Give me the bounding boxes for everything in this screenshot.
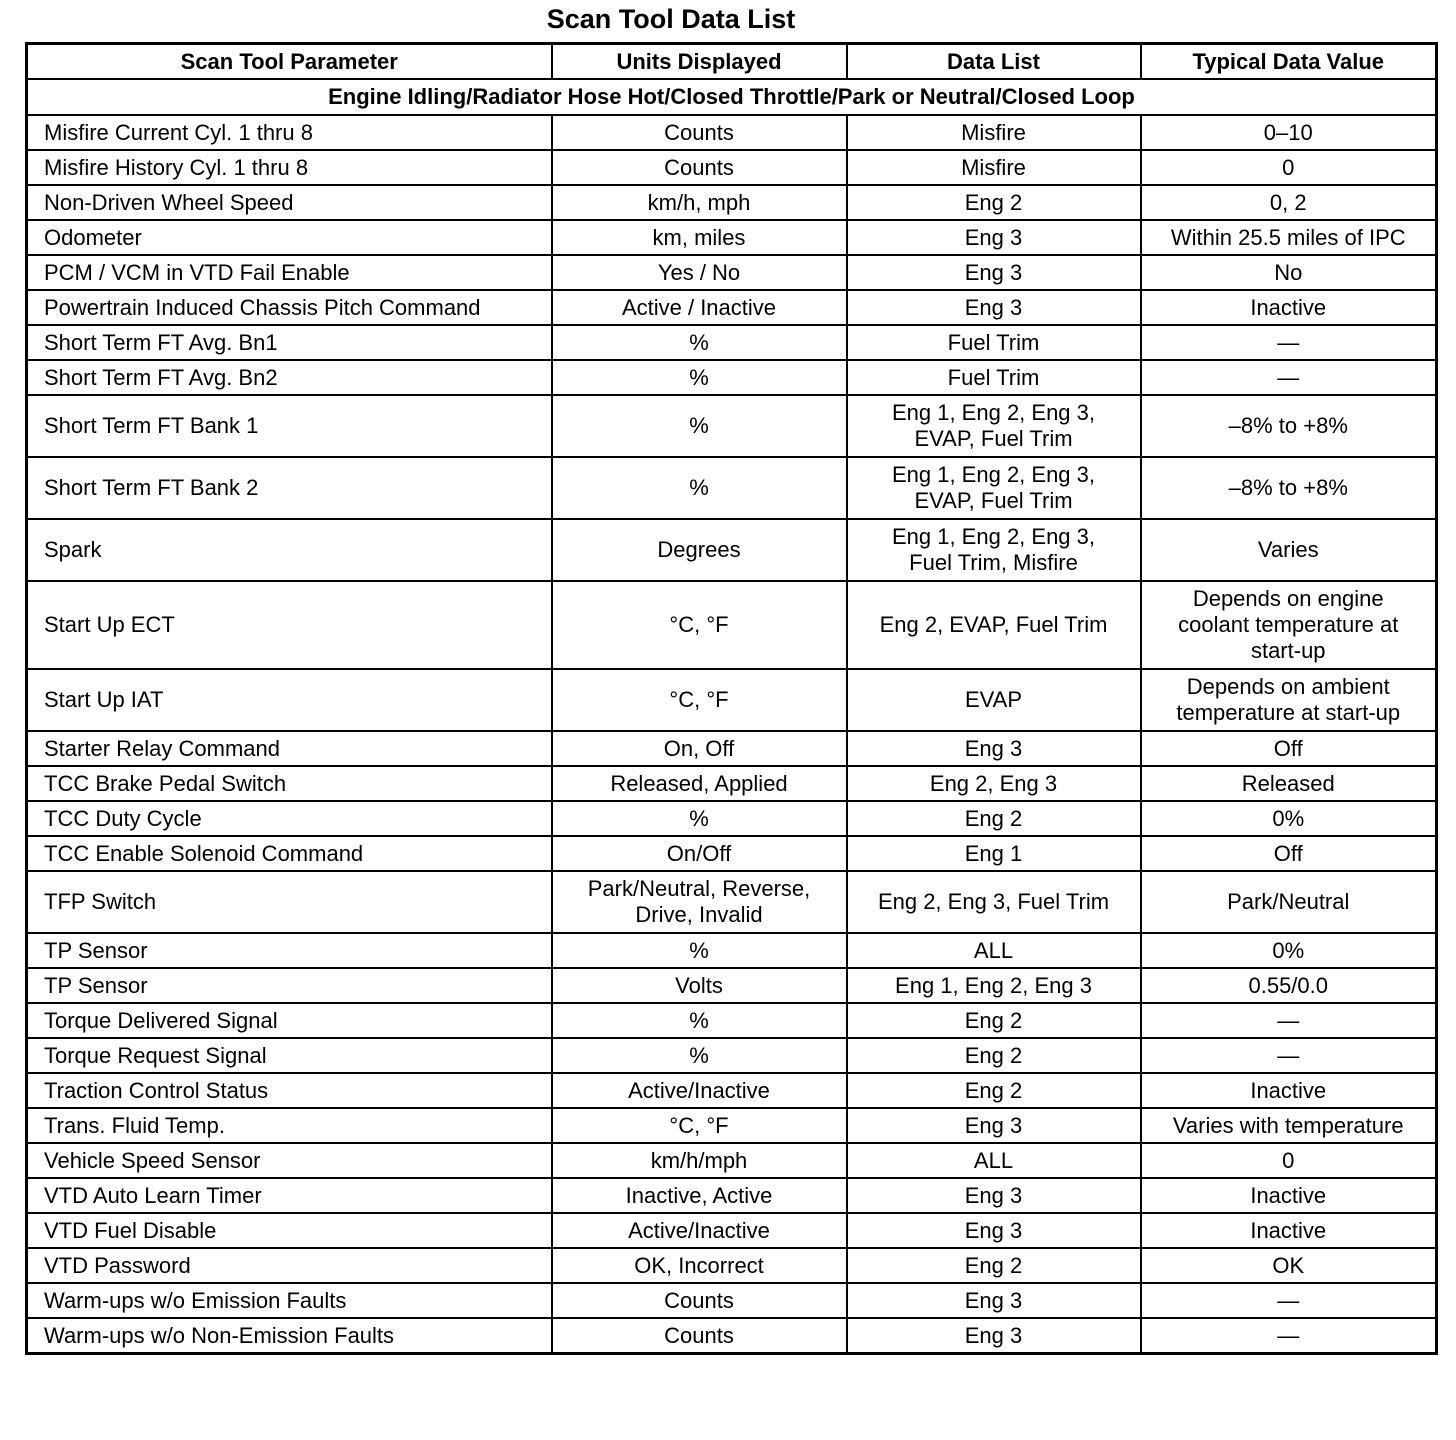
table-row xyxy=(27,1213,1437,1248)
cell-typical-value: — xyxy=(1141,1283,1437,1318)
table-row xyxy=(27,1283,1437,1318)
cell-units: km/h/mph xyxy=(552,1143,847,1178)
cell-units: % xyxy=(552,457,847,519)
cell-parameter: Warm-ups w/o Non-Emission Faults xyxy=(27,1318,552,1354)
cell-parameter: Torque Request Signal xyxy=(27,1038,552,1073)
cell-typical-value: Depends on engine coolant temperature at start-up xyxy=(1141,581,1437,669)
table-row xyxy=(27,1038,1437,1073)
cell-parameter: Vehicle Speed Sensor xyxy=(27,1143,552,1178)
cell-parameter: VTD Fuel Disable xyxy=(27,1213,552,1248)
cell-data-list: Eng 3 xyxy=(847,1318,1141,1354)
cell-units: km, miles xyxy=(552,220,847,255)
cell-units: Active/Inactive xyxy=(552,1073,847,1108)
cell-typical-value: Released xyxy=(1141,766,1437,801)
cell-parameter: VTD Auto Learn Timer xyxy=(27,1178,552,1213)
cell-units: Active/Inactive xyxy=(552,1213,847,1248)
cell-data-list: Eng 2 xyxy=(847,1248,1141,1283)
cell-parameter: Torque Delivered Signal xyxy=(27,1003,552,1038)
cell-data-list: Eng 2 xyxy=(847,801,1141,836)
cell-units: % xyxy=(552,933,847,968)
cell-units: °C, °F xyxy=(552,581,847,669)
cell-parameter: Warm-ups w/o Emission Faults xyxy=(27,1283,552,1318)
cell-parameter: Misfire Current Cyl. 1 thru 8 xyxy=(27,115,552,150)
cell-typical-value: No xyxy=(1141,255,1437,290)
header-scan-tool-parameter: Scan Tool Parameter xyxy=(27,44,552,80)
cell-data-list: Eng 1 xyxy=(847,836,1141,871)
table-row xyxy=(27,871,1437,933)
cell-data-list: EVAP xyxy=(847,669,1141,731)
cell-parameter: Short Term FT Bank 2 xyxy=(27,457,552,519)
cell-data-list: Eng 1, Eng 2, Eng 3, EVAP, Fuel Trim xyxy=(847,395,1141,457)
table-row xyxy=(27,185,1437,220)
table-row xyxy=(27,115,1437,150)
cell-data-list: Misfire xyxy=(847,115,1141,150)
header-typical-data-value: Typical Data Value xyxy=(1141,44,1437,80)
cell-parameter: Non-Driven Wheel Speed xyxy=(27,185,552,220)
cell-data-list: Eng 3 xyxy=(847,255,1141,290)
cell-typical-value: Depends on ambient temperature at start-up xyxy=(1141,669,1437,731)
cell-parameter: Short Term FT Avg. Bn1 xyxy=(27,325,552,360)
cell-typical-value: Park/Neutral xyxy=(1141,871,1437,933)
cell-data-list: Eng 2 xyxy=(847,185,1141,220)
cell-units: Counts xyxy=(552,1283,847,1318)
cell-data-list: Eng 3 xyxy=(847,1108,1141,1143)
cell-typical-value: –8% to +8% xyxy=(1141,457,1437,519)
cell-typical-value: Varies xyxy=(1141,519,1437,581)
cell-typical-value: Inactive xyxy=(1141,1178,1437,1213)
table-row xyxy=(27,1003,1437,1038)
table-row xyxy=(27,1108,1437,1143)
cell-data-list: Eng 1, Eng 2, Eng 3, EVAP, Fuel Trim xyxy=(847,457,1141,519)
cell-typical-value: — xyxy=(1141,325,1437,360)
table-row xyxy=(27,731,1437,766)
table-row xyxy=(27,150,1437,185)
cell-data-list: Eng 2 xyxy=(847,1038,1141,1073)
cell-typical-value: –8% to +8% xyxy=(1141,395,1437,457)
cell-data-list: Eng 3 xyxy=(847,1213,1141,1248)
cell-typical-value: 0 xyxy=(1141,1143,1437,1178)
table-row xyxy=(27,220,1437,255)
cell-data-list: Eng 1, Eng 2, Eng 3, Fuel Trim, Misfire xyxy=(847,519,1141,581)
cell-units: Counts xyxy=(552,150,847,185)
table-row xyxy=(27,290,1437,325)
cell-typical-value: OK xyxy=(1141,1248,1437,1283)
cell-typical-value: — xyxy=(1141,1318,1437,1354)
table-row xyxy=(27,395,1437,457)
cell-data-list: Eng 3 xyxy=(847,290,1141,325)
cell-typical-value: 0% xyxy=(1141,933,1437,968)
cell-parameter: TCC Brake Pedal Switch xyxy=(27,766,552,801)
cell-typical-value: — xyxy=(1141,1038,1437,1073)
table-row xyxy=(27,801,1437,836)
cell-parameter: Powertrain Induced Chassis Pitch Command xyxy=(27,290,552,325)
cell-data-list: Eng 3 xyxy=(847,1178,1141,1213)
table-row xyxy=(27,1248,1437,1283)
cell-parameter: Short Term FT Avg. Bn2 xyxy=(27,360,552,395)
table-row xyxy=(27,519,1437,581)
cell-typical-value: — xyxy=(1141,1003,1437,1038)
cell-typical-value: 0% xyxy=(1141,801,1437,836)
table-row xyxy=(27,581,1437,669)
table-row xyxy=(27,360,1437,395)
cell-data-list: Eng 2 xyxy=(847,1003,1141,1038)
cell-typical-value: — xyxy=(1141,360,1437,395)
cell-parameter: PCM / VCM in VTD Fail Enable xyxy=(27,255,552,290)
cell-typical-value: Varies with temperature xyxy=(1141,1108,1437,1143)
cell-units: °C, °F xyxy=(552,669,847,731)
cell-units: % xyxy=(552,325,847,360)
table-row xyxy=(27,1178,1437,1213)
page-title: Scan Tool Data List xyxy=(546,4,796,34)
cell-typical-value: Inactive xyxy=(1141,1213,1437,1248)
cell-parameter: Odometer xyxy=(27,220,552,255)
cell-units: Volts xyxy=(552,968,847,1003)
cell-units: % xyxy=(552,395,847,457)
cell-data-list: Eng 3 xyxy=(847,731,1141,766)
cell-units: Degrees xyxy=(552,519,847,581)
cell-units: On/Off xyxy=(552,836,847,871)
cell-units: Counts xyxy=(552,115,847,150)
cell-parameter: Traction Control Status xyxy=(27,1073,552,1108)
cell-units: Inactive, Active xyxy=(552,1178,847,1213)
cell-units: °C, °F xyxy=(552,1108,847,1143)
cell-parameter: TCC Enable Solenoid Command xyxy=(27,836,552,871)
table-row xyxy=(27,325,1437,360)
cell-typical-value: Inactive xyxy=(1141,1073,1437,1108)
cell-data-list: Eng 2 xyxy=(847,1073,1141,1108)
cell-units: OK, Incorrect xyxy=(552,1248,847,1283)
cell-units: Active / Inactive xyxy=(552,290,847,325)
cell-units: On, Off xyxy=(552,731,847,766)
cell-data-list: ALL xyxy=(847,933,1141,968)
cell-units: Yes / No xyxy=(552,255,847,290)
cell-units: Released, Applied xyxy=(552,766,847,801)
cell-data-list: Eng 2, Eng 3, Fuel Trim xyxy=(847,871,1141,933)
table-row xyxy=(27,1143,1437,1178)
cell-parameter: TFP Switch xyxy=(27,871,552,933)
cell-typical-value: 0–10 xyxy=(1141,115,1437,150)
table-row xyxy=(27,836,1437,871)
cell-typical-value: Within 25.5 miles of IPC xyxy=(1141,220,1437,255)
cell-units: % xyxy=(552,1003,847,1038)
table-row xyxy=(27,255,1437,290)
table-row xyxy=(27,766,1437,801)
cell-units: Counts xyxy=(552,1318,847,1354)
cell-data-list: Eng 3 xyxy=(847,1283,1141,1318)
cell-typical-value: Inactive xyxy=(1141,290,1437,325)
cell-typical-value: Off xyxy=(1141,836,1437,871)
table-row xyxy=(27,933,1437,968)
cell-data-list: ALL xyxy=(847,1143,1141,1178)
cell-parameter: Trans. Fluid Temp. xyxy=(27,1108,552,1143)
table-row xyxy=(27,968,1437,1003)
cell-parameter: VTD Password xyxy=(27,1248,552,1283)
cell-parameter: TP Sensor xyxy=(27,968,552,1003)
cell-parameter: Misfire History Cyl. 1 thru 8 xyxy=(27,150,552,185)
cell-typical-value: 0 xyxy=(1141,150,1437,185)
cell-units: % xyxy=(552,801,847,836)
scan-tool-data-table xyxy=(25,42,1438,1355)
table-row xyxy=(27,1073,1437,1108)
cell-parameter: Start Up IAT xyxy=(27,669,552,731)
cell-parameter: Short Term FT Bank 1 xyxy=(27,395,552,457)
cell-typical-value: Off xyxy=(1141,731,1437,766)
cell-parameter: Starter Relay Command xyxy=(27,731,552,766)
header-units-displayed: Units Displayed xyxy=(552,44,847,80)
cell-data-list: Eng 2, Eng 3 xyxy=(847,766,1141,801)
cell-units: % xyxy=(552,360,847,395)
cell-parameter: TCC Duty Cycle xyxy=(27,801,552,836)
section-row xyxy=(27,79,1437,115)
cell-units: Park/Neutral, Reverse, Drive, Invalid xyxy=(552,871,847,933)
cell-data-list: Fuel Trim xyxy=(847,325,1141,360)
cell-typical-value: 0.55/0.0 xyxy=(1141,968,1437,1003)
table-row xyxy=(27,457,1437,519)
header-row xyxy=(27,44,1437,80)
cell-parameter: Spark xyxy=(27,519,552,581)
cell-typical-value: 0, 2 xyxy=(1141,185,1437,220)
cell-parameter: TP Sensor xyxy=(27,933,552,968)
cell-data-list: Eng 3 xyxy=(847,220,1141,255)
table-row xyxy=(27,1318,1437,1354)
table-row xyxy=(27,669,1437,731)
cell-parameter: Start Up ECT xyxy=(27,581,552,669)
cell-data-list: Fuel Trim xyxy=(847,360,1141,395)
cell-units: km/h, mph xyxy=(552,185,847,220)
cell-data-list: Eng 1, Eng 2, Eng 3 xyxy=(847,968,1141,1003)
section-heading: Engine Idling/Radiator Hose Hot/Closed Throttle/Park or Neutral/Closed Loop xyxy=(27,79,1437,115)
cell-data-list: Eng 2, EVAP, Fuel Trim xyxy=(847,581,1141,669)
table-body xyxy=(27,79,1437,1354)
cell-data-list: Misfire xyxy=(847,150,1141,185)
header-data-list: Data List xyxy=(847,44,1141,80)
cell-units: % xyxy=(552,1038,847,1073)
